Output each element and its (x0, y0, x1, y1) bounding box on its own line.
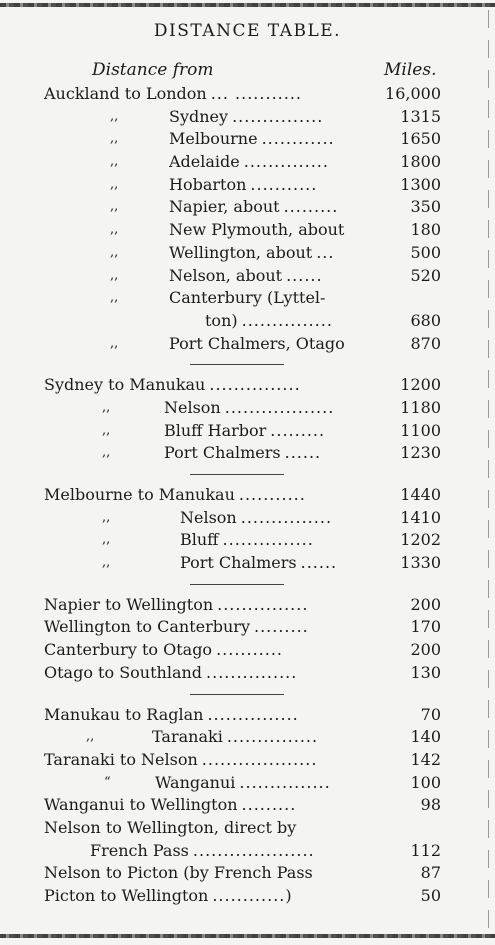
ditto-mark: ,, (102, 509, 111, 525)
row-label (44, 704, 382, 727)
place-name: French Pass (90, 840, 189, 860)
row-label (152, 726, 382, 749)
ditto-mark: ,, (110, 244, 119, 260)
place-name: Napier to Wellington (44, 594, 214, 614)
miles-value: 1100 (400, 420, 441, 440)
miles-value: 130 (410, 662, 441, 682)
table-row (0, 374, 495, 397)
miles-value: 112 (410, 840, 441, 860)
table-row (0, 726, 495, 749)
ditto-mark: ,, (102, 555, 111, 571)
section-divider (0, 465, 495, 484)
section-divider (0, 355, 495, 374)
row-label (169, 219, 382, 242)
row-label (169, 333, 382, 356)
top-rule (0, 3, 495, 7)
place-name: Port Chalmers, Otago (169, 333, 345, 353)
table-row (0, 862, 495, 885)
table-row (0, 484, 495, 507)
place-name: Wanganui (155, 772, 236, 792)
place-name: Sydney (169, 106, 229, 126)
place-name: Port Chalmers (180, 553, 297, 573)
row-label (44, 616, 382, 639)
ditto-mark: ,, (110, 154, 119, 170)
dot-leader: ............... (222, 530, 314, 550)
place-name: Adelaide (169, 152, 240, 172)
miles-value: 200 (410, 640, 441, 660)
ditto-mark: ,, (102, 445, 111, 461)
place-name: New Plymouth, about (169, 220, 345, 240)
place-name: Bluff Harbor (164, 420, 267, 440)
bottom-rule (0, 934, 495, 938)
table-row (0, 310, 495, 333)
place-name: Nelson (164, 397, 221, 417)
dot-leader: .............. (243, 152, 329, 172)
place-name: Otago to Southland (44, 662, 203, 682)
miles-value: 1300 (400, 174, 441, 194)
table-row (0, 507, 495, 530)
place-name: Wanganui to Wellington (44, 795, 238, 815)
table-row (0, 749, 495, 772)
miles-value: 98 (420, 795, 441, 815)
miles-value: 520 (410, 265, 441, 285)
dot-leader: ............) (212, 886, 293, 905)
dot-leader: ................... (201, 749, 318, 769)
place-name: Napier, about (169, 197, 280, 217)
dot-leader: ... (316, 242, 335, 262)
place-name: Wellington to Canterbury (44, 617, 250, 637)
dot-leader: ............... (239, 772, 331, 792)
miles-value: 1202 (400, 530, 441, 550)
ditto-mark: ,, (110, 199, 119, 215)
miles-value: 16,000 (385, 84, 441, 103)
table-row (0, 616, 495, 639)
dot-leader: ...... (286, 265, 323, 285)
dot-leader: ............... (232, 106, 324, 126)
table-row (0, 639, 495, 662)
table-row (0, 552, 495, 575)
ditto-mark: ,, (110, 267, 119, 283)
place-name: Nelson to Wellington, direct by (44, 817, 297, 837)
miles-value: 200 (410, 594, 441, 614)
dot-leader: ......... (270, 420, 326, 440)
ditto-mark: ,, (86, 729, 95, 745)
table-row (0, 128, 495, 151)
ditto-mark: ,, (102, 399, 111, 415)
place-name: Auckland to London (44, 84, 207, 103)
table-row (0, 83, 495, 106)
dot-leader: ............ (261, 129, 335, 149)
place-name: Nelson to Picton (by French Pass (44, 863, 313, 883)
row-label (180, 507, 382, 530)
row-label (44, 794, 382, 817)
row-label (169, 174, 382, 197)
dot-leader: ........... (250, 174, 318, 194)
miles-value: 1650 (400, 129, 441, 149)
place-name: Nelson (180, 507, 237, 527)
table-row (0, 219, 495, 242)
row-label (44, 639, 382, 662)
header-distance-from: Distance from (92, 60, 214, 80)
dot-leader: ...... (284, 443, 322, 463)
table-row (0, 817, 495, 840)
row-label (44, 749, 382, 772)
miles-value: 870 (410, 333, 441, 353)
row-label (44, 817, 382, 840)
place-name: Wellington, about (169, 242, 313, 262)
miles-value: 1315 (400, 106, 441, 126)
row-label (44, 374, 382, 397)
place-name: Melbourne (169, 129, 258, 149)
table-row (0, 106, 495, 129)
row-label (44, 594, 382, 617)
dot-leader: ............... (240, 507, 333, 527)
dot-leader: ........... (238, 485, 306, 504)
row-label (169, 128, 382, 151)
row-label (155, 772, 382, 795)
place-name: Bluff (180, 530, 219, 550)
page-title: DISTANCE TABLE. (153, 21, 342, 41)
row-label (44, 484, 382, 507)
table-row (0, 397, 495, 420)
miles-value: 170 (410, 617, 441, 637)
row-label (169, 106, 382, 129)
place-name: Hobarton (169, 174, 247, 194)
place-name: Taranaki (152, 727, 223, 747)
table-row (0, 442, 495, 465)
section-divider (0, 685, 495, 704)
dot-leader: ........... (216, 640, 284, 660)
ditto-mark: ,, (110, 290, 119, 306)
ditto-mark: ,, (110, 176, 119, 192)
dot-leader: ............... (207, 704, 299, 724)
place-name: Sydney to Manukau (44, 375, 206, 395)
section-divider (0, 575, 495, 594)
table-row (0, 529, 495, 552)
place-name: Port Chalmers (164, 443, 281, 463)
miles-value: 350 (410, 197, 441, 217)
dot-leader: ......... (283, 197, 339, 217)
row-label (44, 83, 382, 106)
ditto-mark: “ (104, 774, 111, 790)
dot-leader: ............... (209, 375, 301, 395)
miles-value: 1230 (400, 443, 441, 463)
miles-value: 1410 (400, 507, 441, 527)
table-row (0, 333, 495, 356)
dot-leader: ......... (241, 795, 297, 815)
miles-value: 680 (410, 310, 441, 330)
ditto-mark: ,, (102, 532, 111, 548)
table-row (0, 772, 495, 795)
row-label (164, 442, 382, 465)
table-row (0, 794, 495, 817)
miles-value: 500 (410, 242, 441, 262)
row-label (169, 287, 382, 310)
row-label (44, 862, 382, 885)
miles-value: 180 (410, 220, 441, 240)
miles-value: 1200 (400, 375, 441, 395)
place-name: Nelson, about (169, 265, 283, 285)
dot-leader: ... ........... (210, 84, 302, 103)
table-row (0, 265, 495, 288)
dot-leader: ............... (217, 594, 309, 614)
dot-leader: ...... (300, 553, 338, 573)
row-label (164, 397, 382, 420)
table-row (0, 704, 495, 727)
dot-leader: ............... (206, 662, 298, 682)
row-label (180, 552, 382, 575)
miles-value: 140 (410, 727, 441, 747)
place-name: Melbourne to Manukau (44, 485, 235, 504)
miles-value: 1440 (400, 485, 441, 504)
table-row (0, 885, 495, 908)
place-name: Manukau to Raglan (44, 704, 204, 724)
dot-leader: .................. (224, 397, 335, 417)
miles-value: 87 (420, 863, 441, 883)
ditto-mark: ,, (102, 422, 111, 438)
dot-leader: .................... (192, 840, 315, 860)
table-row (0, 594, 495, 617)
row-label (169, 242, 382, 265)
table-row (0, 662, 495, 685)
row-label (44, 662, 382, 685)
row-label (44, 885, 382, 908)
table-row (0, 196, 495, 219)
header-miles: Miles. (384, 60, 437, 80)
row-label (169, 265, 382, 288)
table-row (0, 151, 495, 174)
table-row (0, 420, 495, 443)
dot-leader: ............... (241, 310, 333, 330)
ditto-mark: ,, (110, 335, 119, 351)
row-label (169, 196, 382, 219)
dot-leader: ............... (226, 727, 319, 747)
table-row (0, 840, 495, 863)
distance-table (0, 83, 495, 908)
place-name: Picton to Wellington (44, 886, 209, 905)
place-name: Canterbury to Otago (44, 640, 213, 660)
miles-value: 1330 (400, 553, 441, 573)
row-label (180, 529, 382, 552)
row-label (90, 840, 382, 863)
miles-value: 1180 (400, 397, 441, 417)
row-label (169, 151, 382, 174)
table-row (0, 287, 495, 310)
table-row (0, 242, 495, 265)
miles-value: 1800 (400, 152, 441, 172)
ditto-mark: ,, (110, 108, 119, 124)
place-name: Canterbury (Lyttel- (169, 288, 326, 308)
dot-leader: ......... (253, 617, 309, 637)
ditto-mark: ,, (110, 131, 119, 147)
row-label (205, 310, 382, 333)
miles-value: 50 (420, 886, 441, 905)
place-name: ton) (205, 310, 238, 330)
miles-value: 100 (410, 772, 441, 792)
miles-value: 142 (410, 749, 441, 769)
row-label (164, 420, 382, 443)
ditto-mark: ,, (110, 222, 119, 238)
table-row (0, 174, 495, 197)
miles-value: 70 (420, 704, 441, 724)
place-name: Taranaki to Nelson (44, 749, 198, 769)
column-header (0, 60, 495, 82)
